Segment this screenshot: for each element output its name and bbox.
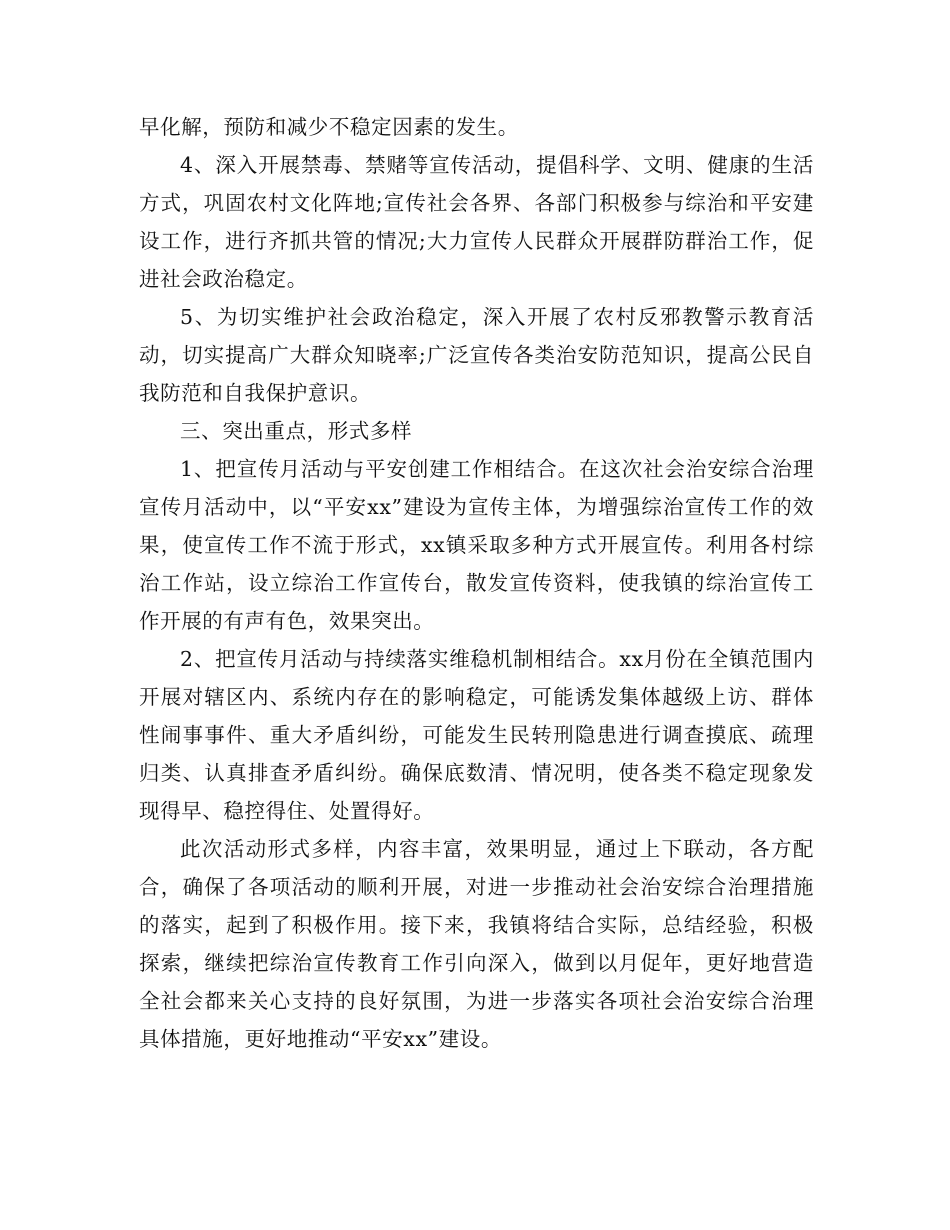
paragraph-1: 早化解，预防和减少不稳定因素的发生。: [139, 115, 519, 139]
paragraph-3: 5、为切实维护社会政治稳定，深入开展了农村反邪教警示教育活动，切实提高广大群众知晓率;广泛宣传各类治安防范知识，提高公民自我防范和自我保护意识。: [139, 305, 814, 405]
paragraph-6: 此次活动形式多样，内容丰富，效果明显，通过上下联动，各方配合，确保了各项活动的顺利开展，对进一步推动社会治安综合治理措施的落实，起到了积极作用。接下来，我镇将结合实际，总结经验，积极探索，继续把综治宣传教育工作引向深入，做到以月促年，更好地营造全社会都来关心支持的良好氛围，为进一步落实各项社会治安综合治理具体措施，更好地推动“平安xx”建设。: [139, 837, 814, 1051]
paragraph-2: 4、深入开展禁毒、禁赌等宣传活动，提倡科学、文明、健康的生活方式，巩固农村文化阵地;宣传社会各界、各部门积极参与综治和平安建设工作，进行齐抓共管的情况;大力宣传人民群众开展群防群治工作，促进社会政治稳定。: [139, 153, 814, 291]
paragraph-5: 2、把宣传月活动与持续落实维稳机制相结合。xx月份在全镇范围内开展对辖区内、系统内存在的影响稳定，可能诱发集体越级上访、群体性闹事事件、重大矛盾纠纷，可能发生民转刑隐患进行调查摸底、疏理归类、认真排查矛盾纠纷。确保底数清、情况明，使各类不稳定现象发现得早、稳控得住、处置得好。: [139, 647, 814, 823]
paragraph-4: 1、把宣传月活动与平安创建工作相结合。在这次社会治安综合治理宣传月活动中，以“平安xx”建设为宣传主体，为增强综治宣传工作的效果，使宣传工作不流于形式，xx镇采取多种方式开展宣传。利用各村综治工作站，设立综治工作宣传台，散发宣传资料，使我镇的综治宣传工作开展的有声有色，效果突出。: [139, 457, 814, 633]
document-body: [139, 108, 814, 1058]
section-heading: 三、突出重点，形式多样: [180, 419, 413, 443]
